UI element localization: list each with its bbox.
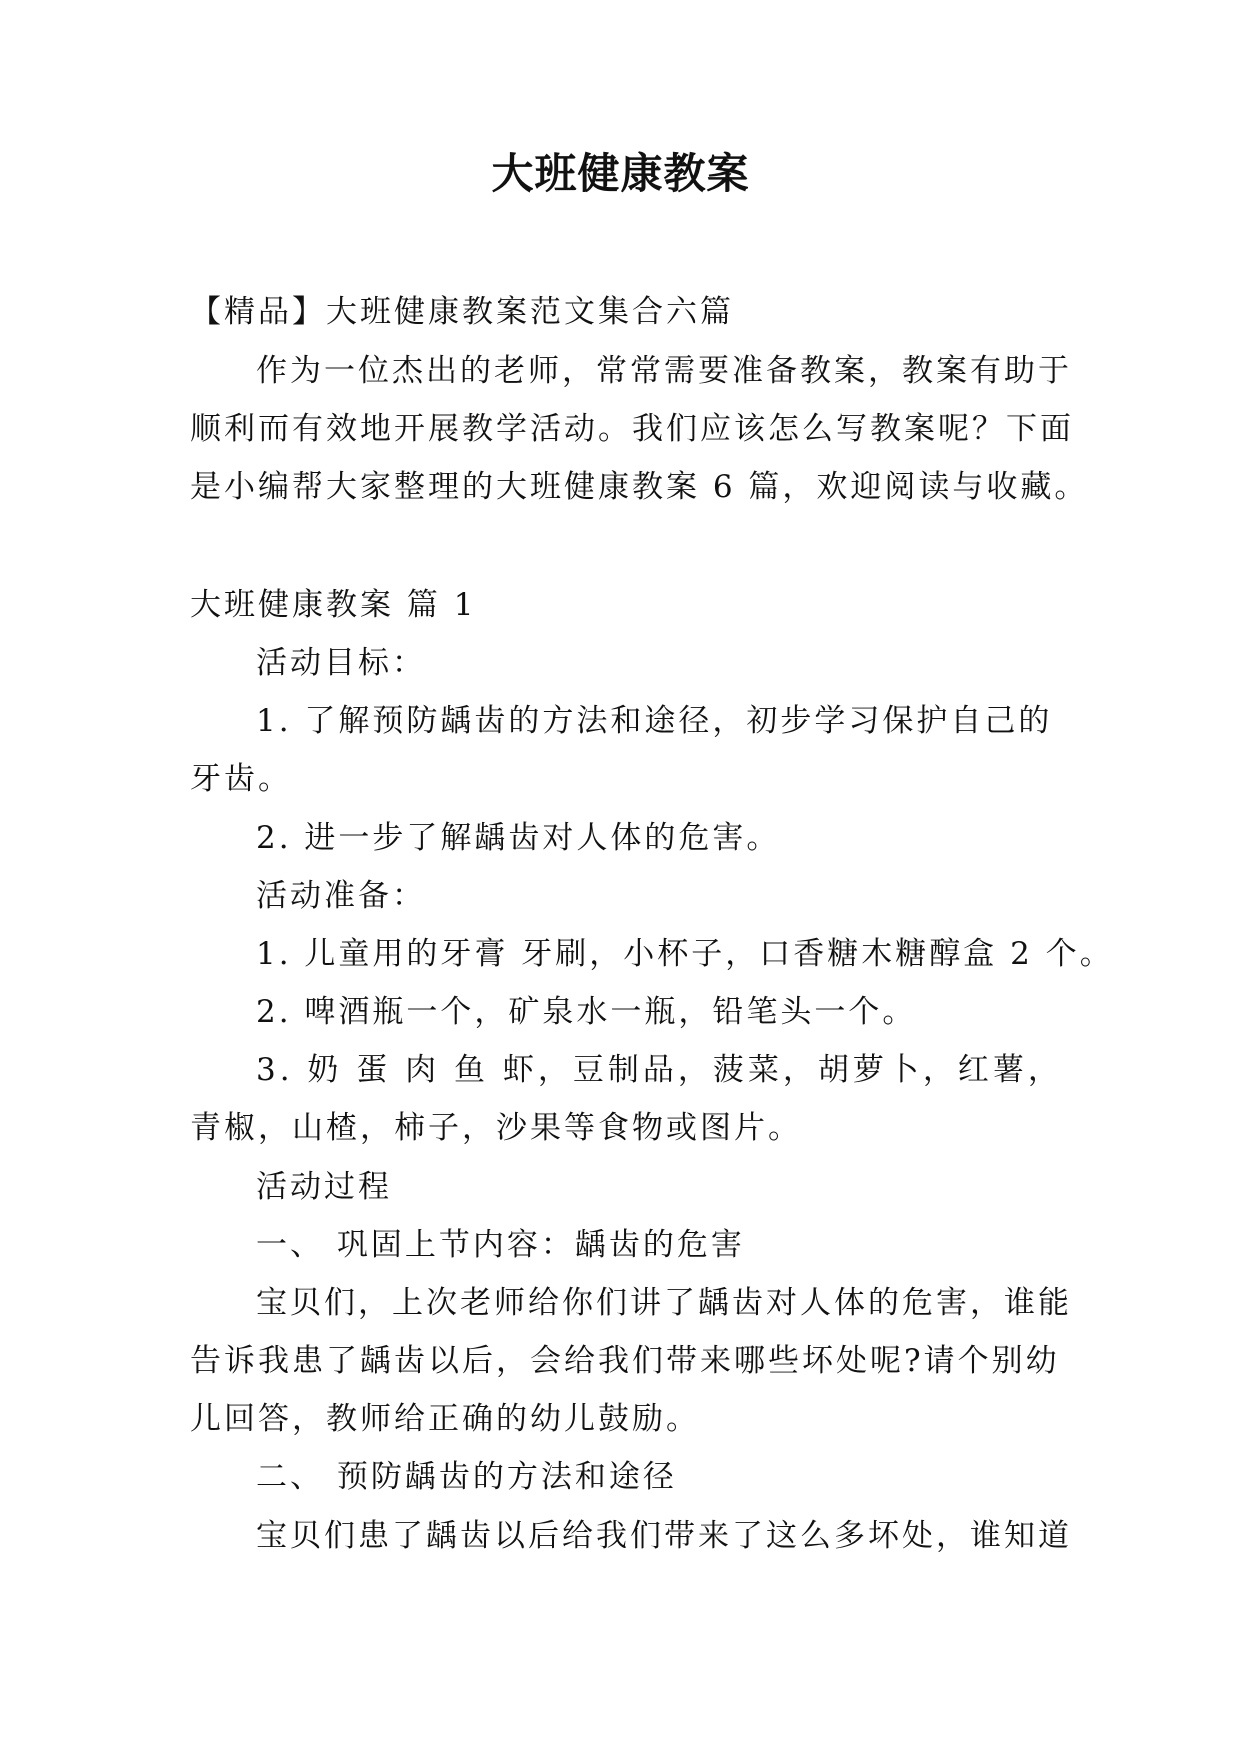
paragraph-line: 儿回答，教师给正确的幼儿鼓励。 <box>190 1401 700 1437</box>
paragraph-line: 3. 奶 蛋 肉 鱼 虾，豆制品，菠菜，胡萝卜，红薯， <box>256 1052 1063 1088</box>
paragraph-line: 一、 巩固上节内容：龋齿的危害 <box>256 1227 745 1263</box>
paragraph-line: 牙齿。 <box>190 761 292 797</box>
subtitle-line: 【精品】大班健康教案范文集合六篇 <box>190 294 734 330</box>
paragraph-line: 宝贝们，上次老师给你们讲了龋齿对人体的危害，谁能 <box>256 1285 1072 1321</box>
paragraph-line: 1. 儿童用的牙膏 牙刷，小杯子，口香糖木糖醇盒 2 个。 <box>256 936 1114 972</box>
paragraph-line: 2. 进一步了解龋齿对人体的危害。 <box>256 820 781 856</box>
paragraph-line: 活动准备： <box>256 878 426 914</box>
paragraph-line: 活动目标： <box>256 645 426 681</box>
document-title: 大班健康教案 <box>491 149 750 198</box>
paragraph-line: 活动过程 <box>256 1169 392 1205</box>
paragraph-line: 二、 预防龋齿的方法和途径 <box>256 1459 677 1495</box>
paragraph-line: 1. 了解预防龋齿的方法和途径，初步学习保护自己的 <box>256 703 1053 739</box>
paragraph-line: 是小编帮大家整理的大班健康教案 6 篇，欢迎阅读与收藏。 <box>190 469 1089 505</box>
paragraph-line: 顺利而有效地开展教学活动。我们应该怎么写教案呢？下面 <box>190 411 1074 447</box>
paragraph-line: 告诉我患了龋齿以后，会给我们带来哪些坏处呢?请个别幼 <box>190 1343 1060 1379</box>
paragraph-line: 作为一位杰出的老师，常常需要准备教案，教案有助于 <box>256 353 1072 389</box>
paragraph-line: 2. 啤酒瓶一个，矿泉水一瓶，铅笔头一个。 <box>256 994 917 1030</box>
paragraph-line: 青椒，山楂，柿子，沙果等食物或图片。 <box>190 1110 802 1146</box>
paragraph-line: 宝贝们患了龋齿以后给我们带来了这么多坏处，谁知道 <box>256 1518 1072 1554</box>
section-heading: 大班健康教案 篇 1 <box>190 587 477 623</box>
